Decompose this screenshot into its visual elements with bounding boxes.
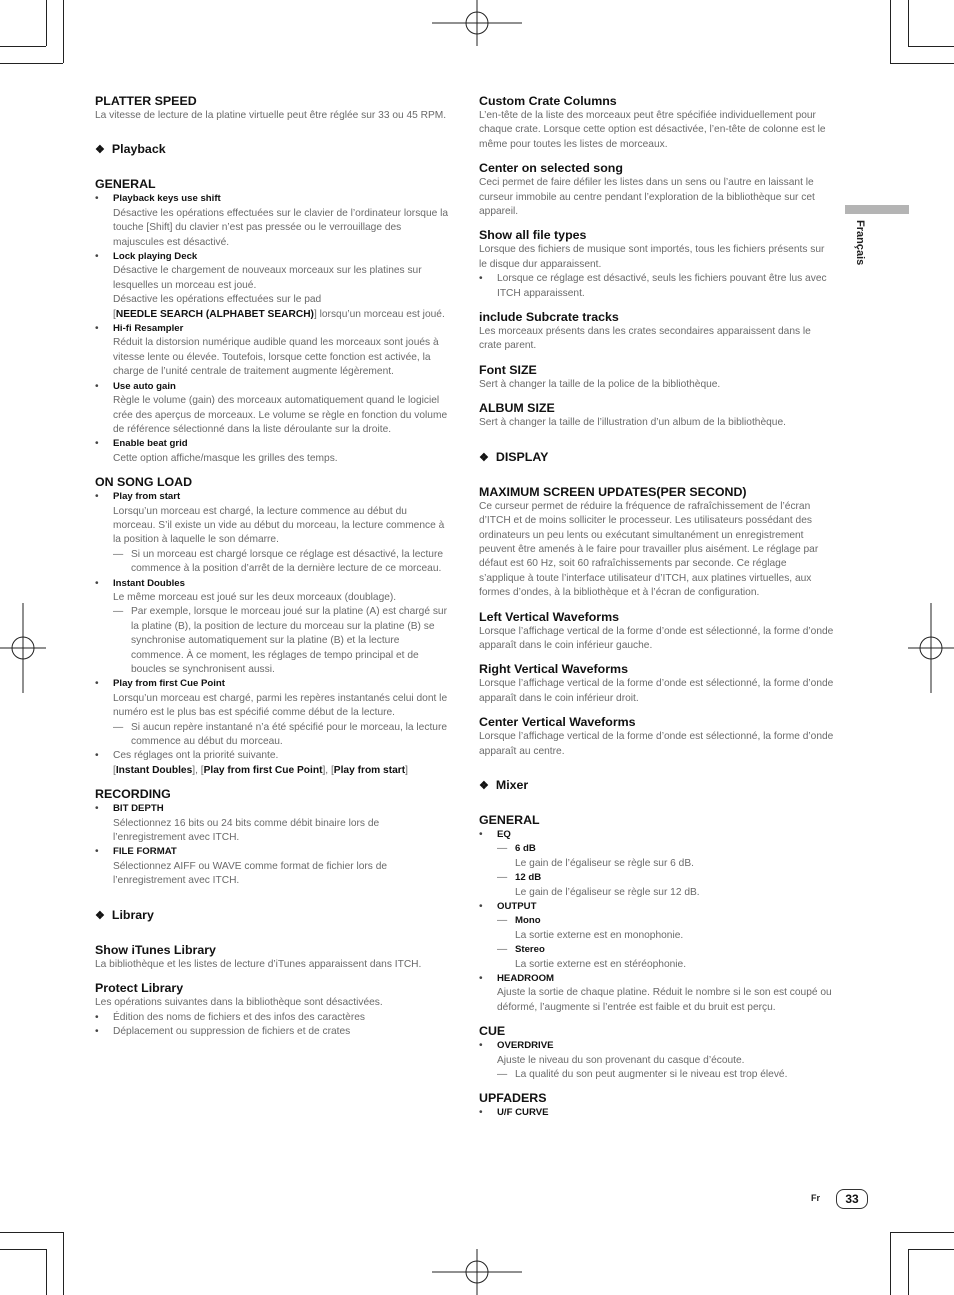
list-item: • Instant Doubles Le même morceau est joué sur les deux morceaux (doublage). — Par exemple, lorsque le morceau joué sur la platine (A) est chargé sur la platine (B), la position de lecture du morceau sur la platine (B) se synchronise automatiquement sur la platine (B) et la lecture commence. À ce moment, les réglages de tempo principal et de boucles se synchronisent aussi. (95, 577, 447, 675)
registration-mark-top (432, 0, 522, 46)
section-mixer: ❖ Mixer (479, 777, 529, 792)
heading-cue: CUE (479, 1024, 506, 1039)
left-column (95, 94, 451, 1039)
heading-general: GENERAL (95, 177, 156, 192)
registration-mark-bottom (432, 1249, 522, 1295)
registration-mark-right (908, 603, 954, 693)
paragraph: Lorsque l’affichage vertical de la forme d’onde est sélectionné, la forme d’onde apparaît au centre. (479, 731, 834, 757)
list-item: • HEADROOM Ajuste la sortie de chaque platine. Réduit le nombre si le son est coupé ou déformé, l’augmente si l’entrée est faible et du bruit est perçu. (479, 973, 832, 1013)
paragraph: Ceci permet de faire défiler les listes dans un sens ou l’autre en laissant le curseur immobile au centre pendant l’exploration de la bibliothèque sur cet appareil. (479, 177, 815, 218)
list-item: • Playback keys use shift Désactive les opérations effectuées sur le clavier de l’ordinateur lorsque la touche [Shift] du clavier n’est pas pressée ou le verrouillage des majuscules est désactivé. (95, 193, 449, 248)
paragraph: Sert à changer la taille de la police de la bibliothèque. (479, 378, 721, 390)
heading-subcrate: include Subcrate tracks (479, 310, 619, 325)
list-item: • Lock playing Deck Désactive le chargement de nouveaux morceaux sur les platines sur lesquelles un morceau est joué. Désactive les opérations effectuées sur le pad [NEEDLE SEARCH (ALPHABET SEARCH)] lorsqu’un morceau est joué. (95, 251, 445, 320)
heading-center-wave: Center Vertical Waveforms (479, 715, 636, 730)
paragraph: Lorsque l’affichage vertical de la forme d’onde est sélectionné, la forme d’onde apparaît dans le coin inférieur gauche. (479, 625, 834, 651)
list-item: • Enable beat grid Cette option affiche/masque les grilles des temps. (95, 438, 338, 464)
list-item: • Déplacement ou suppression de fichiers et de crates (95, 1025, 351, 1037)
section-display: ❖ DISPLAY (479, 449, 549, 464)
list-item: • OUTPUT — Mono La sortie externe est en monophonie. — Stereo La sortie externe est en stéréophonie. (479, 901, 687, 970)
list-item: • Play from start Lorsqu’un morceau est chargé, la lecture commence au début du morceau. S’il existe un vide au début du morceau, la lecture commence à la position à laquelle le son démarre. — Si un morceau est chargé lorsque ce réglage est désactivé, la lecture commence à la position d’arrêt de la dernière lecture de ce morceau. (95, 491, 445, 575)
heading-right-wave: Right Vertical Waveforms (479, 662, 628, 677)
heading-upfaders: UPFADERS (479, 1091, 547, 1106)
heading-font-size: Font SIZE (479, 362, 537, 377)
section-library: ❖ Library (95, 907, 154, 922)
list-item: • EQ — 6 dB Le gain de l’égaliseur se règle sur 6 dB. — 12 dB Le gain de l’égaliseur se règle sur 12 dB. (479, 828, 700, 898)
diamond-icon: ❖ (479, 451, 489, 464)
diamond-icon: ❖ (479, 779, 489, 792)
paragraph: La bibliothèque et les listes de lecture d’iTunes apparaissent dans ITCH. (95, 958, 422, 970)
paragraph: L’en-tête de la liste des morceaux peut être spécifiée individuellement pour chaque crate. Lorsque cette option est désactivée, l’en-tête de colonne est le même pour toutes les listes de morceaux. (479, 110, 826, 150)
list-item: • Édition des noms de fichiers et des infos des caractères (95, 1011, 365, 1023)
footer-language: Fr (811, 1193, 820, 1203)
list-item: • Ces réglages ont la priorité suivante. [Instant Doubles], [Play from first Cue Point], [Play from start] (95, 750, 408, 776)
paragraph: Les opérations suivantes dans la bibliothèque sont désactivées. (95, 997, 383, 1009)
page-number: 33 (836, 1189, 868, 1209)
list-item: • BIT DEPTH Sélectionnez 16 bits ou 24 bits comme débit binaire lors de l’enregistrement avec ITCH. (95, 803, 380, 844)
heading-custom-crate: Custom Crate Columns (479, 94, 617, 108)
heading-on-song-load: ON SONG LOAD (95, 475, 193, 490)
paragraph: La vitesse de lecture de la platine virtuelle peut être réglée sur 33 ou 45 RPM. (95, 110, 447, 121)
heading-album-size: ALBUM SIZE (479, 401, 555, 416)
language-label: Français (854, 220, 866, 266)
heading-left-wave: Left Vertical Waveforms (479, 609, 620, 624)
diamond-icon: ❖ (95, 144, 105, 157)
heading-protect-library: Protect Library (95, 981, 184, 996)
list-item: • Lorsque ce réglage est désactivé, seuls les fichiers pouvant être lus avec ITCH apparaissent. (479, 273, 827, 299)
list-item: • Play from first Cue Point Lorsqu’un morceau est chargé, parmi les repères instantanés celui dont le numéro est le plus bas est spécifié comme début de la lecture. — Si aucun repère instantané n’a été spécifié pour le morceau, la lecture commence au début du morceau. (95, 678, 448, 748)
heading-general-mixer: GENERAL (479, 812, 540, 827)
list-item: • Hi-fi Resampler Réduit la distorsion numérique audible quand les morceaux sont joués à vitesse lente ou élevée. Toutefois, lorsque cette fonction est activée, la charge de l’unité centrale de traitement augmente légèrement. (95, 323, 439, 378)
heading-max-screen: MAXIMUM SCREEN UPDATES(PER SECOND) (479, 484, 747, 499)
language-tab (845, 205, 909, 214)
paragraph: Lorsque des fichiers de musique sont importés, tous les fichiers présents sur le disque dur apparaissent. (479, 244, 825, 270)
paragraph: Sert à changer la taille de l’illustration d’un album de la bibliothèque. (479, 417, 786, 429)
paragraph: Les morceaux présents dans les crates secondaires apparaissent dans le crate parent. (479, 326, 811, 352)
registration-mark-left (0, 603, 46, 693)
section-playback: ❖ Playback (95, 142, 166, 157)
list-item: • Use auto gain Règle le volume (gain) des morceaux automatiquement quand le logiciel crée des aperçus de morceaux. Le volume se règle en fonction du volume de référence sélectionné dans la liste déroulante sur la droite. (95, 380, 448, 435)
paragraph: Ce curseur permet de réduire la fréquence de rafraîchissement de l’écran d’ITCH et de moins solliciter le processeur. Les utilisateurs possédant des ordinateurs un peu lents ou exécutant simultanément un enregistrement peuvent être amenés à le faire pour travailler plus aisément. Le réglage par défaut est 60 Hz, soit 60 rafraîchissements par seconde. Ce réglage s’applique à toute l’interface utilisateur d’ITCH, aux platines virtuelles, aux formes d’ondes, à la bibliothèque et à l’écran de configuration. (479, 500, 819, 599)
heading-show-all: Show all file types (479, 228, 587, 243)
list-item: • OVERDRIVE Ajuste le niveau du son provenant du casque d’écoute. — La qualité du son peut augmenter si le niveau est trop élevé. (479, 1040, 788, 1081)
heading-center-selected: Center on selected song (479, 161, 623, 176)
list-item: • U/F CURVE (479, 1107, 549, 1119)
paragraph: Lorsque l’affichage vertical de la forme d’onde est sélectionné, la forme d’onde apparaît dans le coin inférieur droit. (479, 678, 834, 704)
diamond-icon: ❖ (95, 909, 105, 922)
list-item: • FILE FORMAT Sélectionnez AIFF ou WAVE comme format de fichier lors de l’enregistrement avec ITCH. (95, 846, 388, 887)
heading-recording: RECORDING (95, 787, 171, 802)
heading-show-itunes: Show iTunes Library (95, 942, 216, 957)
heading-platter-speed: PLATTER SPEED (95, 94, 197, 108)
right-column (479, 94, 835, 1121)
